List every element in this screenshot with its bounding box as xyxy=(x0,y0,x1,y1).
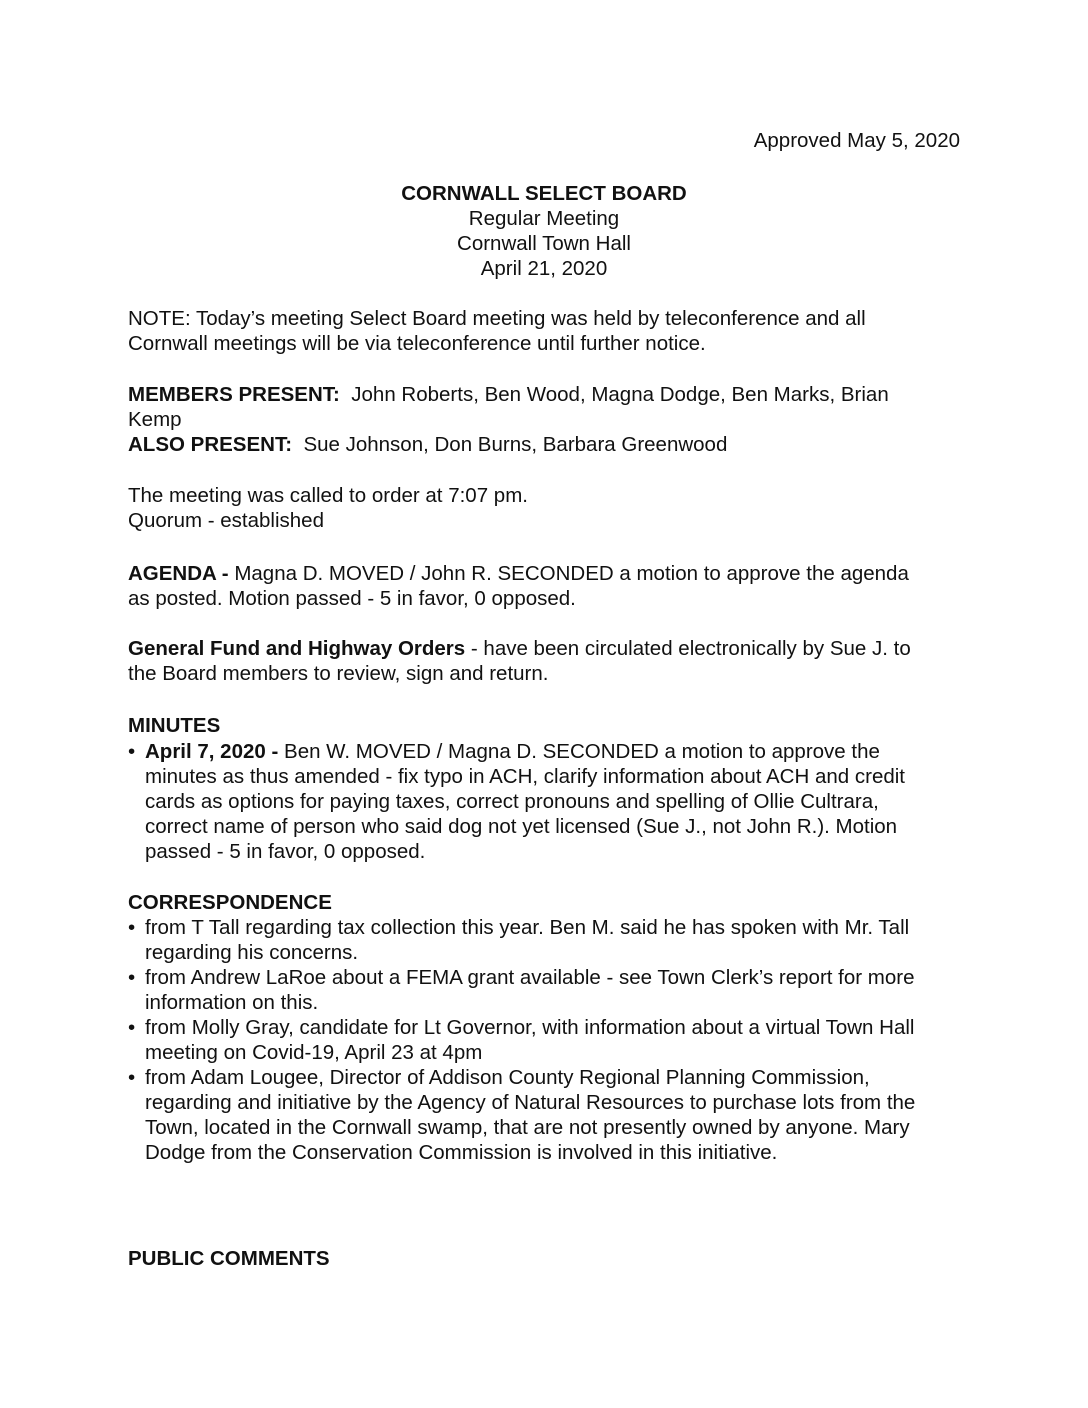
quorum-line: Quorum - established xyxy=(128,509,324,532)
call-to-order xyxy=(128,483,968,533)
call-to-order-line: The meeting was called to order at 7:07 pm. xyxy=(128,484,528,507)
meeting-location: Cornwall Town Hall xyxy=(457,232,631,255)
list-item: • from Andrew LaRoe about a FEMA grant available - see Town Clerk’s report for more information on this. xyxy=(128,966,915,1014)
list-item: • from Molly Gray, candidate for Lt Governor, with information about a virtual Town Hall meeting on Covid-19, April 23 at 4pm xyxy=(128,1016,915,1064)
meeting-date: April 21, 2020 xyxy=(480,257,608,280)
teleconference-note xyxy=(128,306,968,356)
also-present: ALSO PRESENT: Sue Johnson, Don Burns, Barbara Greenwood xyxy=(128,433,728,456)
members-present-cont: Kemp xyxy=(128,408,182,431)
minutes-list xyxy=(128,739,968,864)
minutes-heading: MINUTES xyxy=(128,714,221,737)
approval-note: Approved May 5, 2020 xyxy=(753,129,960,152)
list-item: • April 7, 2020 - Ben W. MOVED / Magna D. SECONDED a motion to approve the minutes as thus amended - fix typo in ACH, clarify information about ACH and credit cards as options for paying taxes, correct pronouns and spelling of Ollie Cultrara, correct name of person who said dog not yet licensed (Sue J., not John R.). Motion passed - 5 in favor, 0 opposed. xyxy=(128,740,906,863)
agenda-section: AGENDA - Magna D. MOVED / John R. SECONDED a motion to approve the agenda as posted. Motion passed - 5 in favor, 0 opposed. xyxy=(128,562,909,610)
correspondence-list xyxy=(128,915,968,1165)
list-item: • from Adam Lougee, Director of Addison County Regional Planning Commission, regarding and initiative by the Agency of Natural Resources to purchase lots from the Town, located in the Cornwall swamp, that are not presently owned by anyone. Mary Dodge from the Conservation Commission is involved in this initiative. xyxy=(128,1066,916,1164)
public-comments-heading: PUBLIC COMMENTS xyxy=(128,1247,330,1270)
note-line: NOTE: Today’s meeting Select Board meeting was held by teleconference and all xyxy=(128,307,866,330)
meeting-type: Regular Meeting xyxy=(468,207,620,230)
correspondence-heading: CORRESPONDENCE xyxy=(128,891,332,914)
document-title: CORNWALL SELECT BOARD xyxy=(401,182,687,205)
attendance xyxy=(128,382,968,457)
note-line: Cornwall meetings will be via teleconference until further notice. xyxy=(128,332,706,355)
orders-section: General Fund and Highway Orders - have been circulated electronically by Sue J. to the Board members to review, sign and return. xyxy=(128,637,911,685)
members-present: MEMBERS PRESENT: John Roberts, Ben Wood, Magna Dodge, Ben Marks, Brian xyxy=(128,383,889,406)
list-item: • from T Tall regarding tax collection this year. Ben M. said he has spoken with Mr. Tall regarding his concerns. xyxy=(128,916,910,964)
